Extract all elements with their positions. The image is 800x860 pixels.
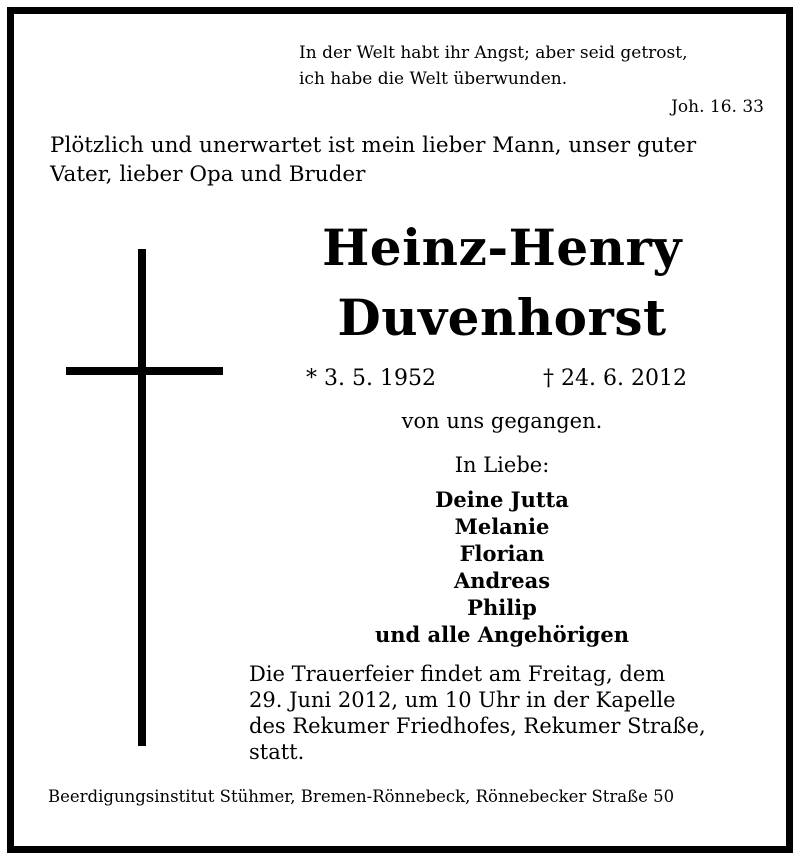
mourner-name: Philip	[467, 595, 537, 620]
bible-quote-line-1: In der Welt habt ihr Angst; aber seid getrost,	[299, 43, 688, 63]
ceremony-line-2: 29. Juni 2012, um 10 Uhr in der Kapelle	[249, 688, 676, 712]
bible-quote-line-2: ich habe die Welt überwunden.	[299, 69, 568, 89]
mourner-name: Andreas	[453, 568, 551, 593]
deceased-first-name: Heinz-Henry	[322, 218, 682, 277]
mourner-name: Florian	[459, 541, 545, 566]
deceased-last-name: Duvenhorst	[337, 288, 667, 347]
ceremony-line-3: des Rekumer Friedhofes, Rekumer Straße,	[249, 714, 706, 738]
intro-line-1: Plötzlich und unerwartet ist mein lieber Mann, unser guter	[50, 133, 697, 158]
cross-icon-horizontal	[66, 367, 223, 375]
cross-icon-vertical	[138, 249, 146, 746]
passed-away-text: von uns gegangen.	[401, 409, 603, 433]
mourner-name: Deine Jutta	[435, 487, 569, 512]
bible-quote-reference: Joh. 16. 33	[671, 97, 764, 117]
ceremony-line-1: Die Trauerfeier findet am Freitag, dem	[249, 662, 666, 686]
mourner-name: Melanie	[454, 514, 550, 539]
undertaker-info: Beerdigungsinstitut Stühmer, Bremen-Rönnebeck, Rönnebecker Straße 50	[48, 787, 675, 806]
birth-date: * 3. 5. 1952	[306, 366, 436, 391]
mourner-relatives: und alle Angehörigen	[375, 622, 629, 647]
ceremony-line-4: statt.	[249, 740, 305, 764]
death-date: † 24. 6. 2012	[543, 366, 687, 391]
intro-line-2: Vater, lieber Opa und Bruder	[50, 162, 366, 187]
in-love-text: In Liebe:	[454, 453, 550, 477]
